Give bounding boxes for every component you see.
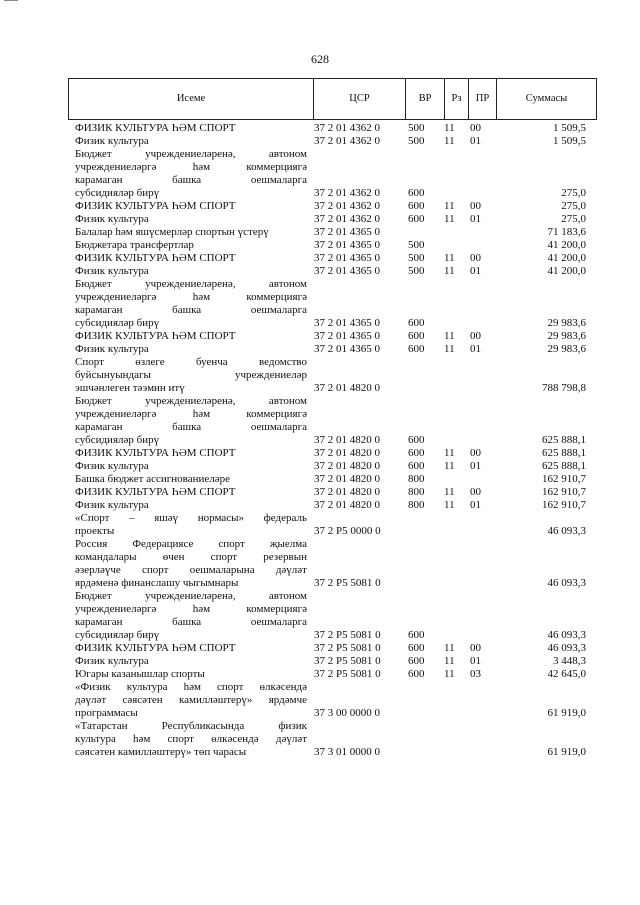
row-name: Балалар һәм яшүсмерләр спортын үстерү bbox=[75, 226, 269, 238]
row-csr: 37 2 01 4820 0 bbox=[314, 460, 380, 472]
table-row bbox=[0, 161, 640, 174]
row-name: Югары казанышлар спорты bbox=[75, 668, 205, 680]
row-csr: 37 2 01 4365 0 bbox=[314, 226, 380, 238]
row-sum: 29 983,6 bbox=[547, 317, 586, 329]
table-row bbox=[0, 512, 640, 525]
table-row bbox=[0, 187, 640, 200]
row-rz: 11 bbox=[444, 122, 455, 134]
page-number: 628 bbox=[311, 52, 329, 66]
row-vr: 600 bbox=[408, 668, 425, 680]
table-row bbox=[0, 304, 640, 317]
row-pr: 01 bbox=[470, 460, 481, 472]
table-row bbox=[0, 473, 640, 486]
row-csr: 37 2 01 4820 0 bbox=[314, 382, 380, 394]
row-sum: 625 888,1 bbox=[542, 447, 586, 459]
row-pr: 00 bbox=[470, 200, 481, 212]
row-sum: 275,0 bbox=[561, 187, 586, 199]
table-row bbox=[0, 551, 640, 564]
row-csr: 37 2 01 4365 0 bbox=[314, 265, 380, 277]
row-name: әзерләүче спорт оешмаларына дәүләт bbox=[75, 564, 307, 576]
row-sum: 61 919,0 bbox=[547, 746, 586, 758]
row-vr: 500 bbox=[408, 265, 425, 277]
row-sum: 71 183,6 bbox=[547, 226, 586, 238]
row-rz: 11 bbox=[444, 200, 455, 212]
table-row bbox=[0, 629, 640, 642]
row-sum: 46 093,3 bbox=[547, 642, 586, 654]
table-row bbox=[0, 564, 640, 577]
row-sum: 788 798,8 bbox=[542, 382, 586, 394]
row-csr: 37 2 01 4820 0 bbox=[314, 499, 380, 511]
table-row bbox=[0, 447, 640, 460]
row-name: Физик культура bbox=[75, 655, 149, 667]
row-sum: 275,0 bbox=[561, 200, 586, 212]
row-csr: 37 2 01 4365 0 bbox=[314, 239, 380, 251]
row-vr: 800 bbox=[408, 486, 425, 498]
row-name: ФИЗИК КУЛЬТУРА ҺӘМ СПОРТ bbox=[75, 447, 236, 459]
row-name: ФИЗИК КУЛЬТУРА ҺӘМ СПОРТ bbox=[75, 200, 236, 212]
row-name: культура һәм спорт өлкәсендә дәүләт bbox=[75, 733, 307, 745]
row-vr: 600 bbox=[408, 213, 425, 225]
table-row bbox=[0, 655, 640, 668]
row-name: ФИЗИК КУЛЬТУРА ҺӘМ СПОРТ bbox=[75, 642, 236, 654]
row-name: субсидияләр бирү bbox=[75, 434, 160, 446]
table-row bbox=[0, 746, 640, 759]
row-pr: 01 bbox=[470, 135, 481, 147]
row-name: Физик культура bbox=[75, 135, 149, 147]
row-name: ФИЗИК КУЛЬТУРА ҺӘМ СПОРТ bbox=[75, 330, 236, 342]
row-csr: 37 2 01 4820 0 bbox=[314, 447, 380, 459]
row-name: Физик культура bbox=[75, 265, 149, 277]
row-sum: 625 888,1 bbox=[542, 460, 586, 472]
row-name: «Спорт – яшәү нормасы» федераль bbox=[75, 512, 307, 524]
row-name: Башка бюджет ассигнованиеләре bbox=[75, 473, 230, 485]
table-row bbox=[0, 590, 640, 603]
row-name: субсидияләр бирү bbox=[75, 317, 160, 329]
row-rz: 11 bbox=[444, 135, 455, 147]
row-sum: 162 910,7 bbox=[542, 473, 586, 485]
row-vr: 600 bbox=[408, 317, 425, 329]
table-row bbox=[0, 213, 640, 226]
row-rz: 11 bbox=[444, 499, 455, 511]
row-rz: 11 bbox=[444, 655, 455, 667]
table-row bbox=[0, 226, 640, 239]
row-pr: 00 bbox=[470, 330, 481, 342]
row-name: карамаган башка оешмаларга bbox=[75, 174, 307, 186]
row-sum: 42 645,0 bbox=[547, 668, 586, 680]
row-vr: 600 bbox=[408, 187, 425, 199]
row-csr: 37 2 01 4362 0 bbox=[314, 213, 380, 225]
table-row bbox=[0, 239, 640, 252]
row-sum: 29 983,6 bbox=[547, 330, 586, 342]
row-pr: 03 bbox=[470, 668, 481, 680]
row-csr: 37 2 01 4365 0 bbox=[314, 330, 380, 342]
row-csr: 37 2 01 4820 0 bbox=[314, 473, 380, 485]
header-pr: ПР bbox=[468, 79, 496, 119]
row-sum: 41 200,0 bbox=[547, 239, 586, 251]
row-pr: 01 bbox=[470, 265, 481, 277]
table-body bbox=[0, 122, 640, 759]
table-row bbox=[0, 174, 640, 187]
row-vr: 500 bbox=[408, 135, 425, 147]
row-csr: 37 2 P5 5081 0 bbox=[314, 642, 381, 654]
row-name: ФИЗИК КУЛЬТУРА ҺӘМ СПОРТ bbox=[75, 252, 236, 264]
row-vr: 600 bbox=[408, 434, 425, 446]
row-name: Россия Федерациясе спорт җыелма bbox=[75, 538, 307, 550]
table-row bbox=[0, 616, 640, 629]
row-vr: 500 bbox=[408, 122, 425, 134]
table-row bbox=[0, 356, 640, 369]
row-sum: 3 448,3 bbox=[553, 655, 586, 667]
row-csr: 37 2 01 4362 0 bbox=[314, 122, 380, 134]
row-vr: 500 bbox=[408, 239, 425, 251]
row-name: ФИЗИК КУЛЬТУРА ҺӘМ СПОРТ bbox=[75, 122, 236, 134]
row-pr: 01 bbox=[470, 655, 481, 667]
table-row bbox=[0, 265, 640, 278]
table-header bbox=[68, 78, 597, 120]
row-name: сәясәтен камилләштерү» төп чарасы bbox=[75, 746, 247, 758]
row-name: Бюджет учреждениеләренә, автоном bbox=[75, 278, 307, 290]
row-sum: 29 983,6 bbox=[547, 343, 586, 355]
row-rz: 11 bbox=[444, 460, 455, 472]
row-csr: 37 2 01 4365 0 bbox=[314, 252, 380, 264]
row-rz: 11 bbox=[444, 447, 455, 459]
row-name: проекты bbox=[75, 525, 115, 537]
row-sum: 46 093,3 bbox=[547, 577, 586, 589]
row-vr: 600 bbox=[408, 642, 425, 654]
row-sum: 41 200,0 bbox=[547, 265, 586, 277]
row-vr: 500 bbox=[408, 252, 425, 264]
table-row bbox=[0, 122, 640, 135]
table-row bbox=[0, 200, 640, 213]
row-vr: 600 bbox=[408, 447, 425, 459]
row-name: программасы bbox=[75, 707, 138, 719]
table-row bbox=[0, 369, 640, 382]
row-sum: 46 093,3 bbox=[547, 629, 586, 641]
row-name: Бюджет учреждениеләренә, автоном bbox=[75, 148, 307, 160]
table-row bbox=[0, 135, 640, 148]
table-row bbox=[0, 460, 640, 473]
scan-edge-mark bbox=[4, 0, 18, 4]
row-sum: 625 888,1 bbox=[542, 434, 586, 446]
row-vr: 600 bbox=[408, 629, 425, 641]
table-row bbox=[0, 278, 640, 291]
row-csr: 37 2 P5 5081 0 bbox=[314, 655, 381, 667]
row-name: субсидияләр бирү bbox=[75, 187, 160, 199]
table-row bbox=[0, 603, 640, 616]
row-pr: 00 bbox=[470, 486, 481, 498]
row-name: Спорт өзлеге буенча ведомство bbox=[75, 356, 307, 368]
row-vr: 800 bbox=[408, 499, 425, 511]
header-vr: ВР bbox=[405, 79, 444, 119]
row-vr: 600 bbox=[408, 460, 425, 472]
row-sum: 41 200,0 bbox=[547, 252, 586, 264]
table-row bbox=[0, 434, 640, 447]
row-rz: 11 bbox=[444, 642, 455, 654]
row-pr: 00 bbox=[470, 447, 481, 459]
row-name: дәүләт сәясәтен камилләштерү» ярдәмче bbox=[75, 694, 307, 706]
table-row bbox=[0, 733, 640, 746]
table-row bbox=[0, 330, 640, 343]
row-csr: 37 2 01 4365 0 bbox=[314, 317, 380, 329]
row-pr: 00 bbox=[470, 642, 481, 654]
row-pr: 01 bbox=[470, 213, 481, 225]
table-row bbox=[0, 382, 640, 395]
row-name: «Физик культура һәм спорт өлкәсендә bbox=[75, 681, 307, 693]
row-name: карамаган башка оешмаларга bbox=[75, 304, 307, 316]
row-pr: 00 bbox=[470, 252, 481, 264]
header-csr: ЦСР bbox=[313, 79, 405, 119]
table-row bbox=[0, 421, 640, 434]
row-csr: 37 2 01 4820 0 bbox=[314, 486, 380, 498]
table-row bbox=[0, 538, 640, 551]
row-vr: 800 bbox=[408, 473, 425, 485]
row-sum: 162 910,7 bbox=[542, 499, 586, 511]
row-name: карамаган башка оешмаларга bbox=[75, 421, 307, 433]
row-pr: 00 bbox=[470, 122, 481, 134]
row-sum: 275,0 bbox=[561, 213, 586, 225]
row-sum: 1 509,5 bbox=[553, 135, 586, 147]
table-row bbox=[0, 291, 640, 304]
row-csr: 37 2 01 4362 0 bbox=[314, 187, 380, 199]
table-row bbox=[0, 694, 640, 707]
table-row bbox=[0, 395, 640, 408]
row-pr: 01 bbox=[470, 499, 481, 511]
row-name: командалары өчен спорт резервын bbox=[75, 551, 307, 563]
row-pr: 01 bbox=[470, 343, 481, 355]
row-csr: 37 2 P5 5081 0 bbox=[314, 668, 381, 680]
row-name: субсидияләр бирү bbox=[75, 629, 160, 641]
table-row bbox=[0, 720, 640, 733]
row-name: буйсынуындагы учреждениеләр bbox=[75, 369, 307, 381]
row-csr: 37 2 01 4365 0 bbox=[314, 343, 380, 355]
row-vr: 600 bbox=[408, 200, 425, 212]
row-csr: 37 2 P5 0000 0 bbox=[314, 525, 381, 537]
row-rz: 11 bbox=[444, 486, 455, 498]
row-rz: 11 bbox=[444, 213, 455, 225]
row-name: «Татарстан Республикасында физик bbox=[75, 720, 307, 732]
table-row bbox=[0, 486, 640, 499]
row-name: эшчәнлеген тәэмин итү bbox=[75, 382, 185, 394]
table-row bbox=[0, 408, 640, 421]
row-csr: 37 2 01 4362 0 bbox=[314, 200, 380, 212]
row-name: учреждениеләргә һәм коммерциягә bbox=[75, 161, 307, 173]
table-row bbox=[0, 317, 640, 330]
table-row bbox=[0, 668, 640, 681]
row-csr: 37 3 00 0000 0 bbox=[314, 707, 380, 719]
table-row bbox=[0, 577, 640, 590]
row-rz: 11 bbox=[444, 343, 455, 355]
row-csr: 37 2 01 4362 0 bbox=[314, 135, 380, 147]
row-csr: 37 2 P5 5081 0 bbox=[314, 577, 381, 589]
row-name: Бюджетара трансфертлар bbox=[75, 239, 194, 251]
row-csr: 37 2 01 4820 0 bbox=[314, 434, 380, 446]
row-sum: 1 509,5 bbox=[553, 122, 586, 134]
table-row bbox=[0, 252, 640, 265]
row-vr: 600 bbox=[408, 330, 425, 342]
table-row bbox=[0, 343, 640, 356]
row-rz: 11 bbox=[444, 330, 455, 342]
row-rz: 11 bbox=[444, 252, 455, 264]
row-rz: 11 bbox=[444, 265, 455, 277]
row-csr: 37 2 P5 5081 0 bbox=[314, 629, 381, 641]
row-sum: 162 910,7 bbox=[542, 486, 586, 498]
row-name: карамаган башка оешмаларга bbox=[75, 616, 307, 628]
row-sum: 61 919,0 bbox=[547, 707, 586, 719]
header-name: Исеме bbox=[176, 93, 206, 104]
row-name: Физик культура bbox=[75, 460, 149, 472]
row-name: учреждениеләргә һәм коммерциягә bbox=[75, 408, 307, 420]
table-row bbox=[0, 681, 640, 694]
table-row bbox=[0, 148, 640, 161]
row-vr: 600 bbox=[408, 343, 425, 355]
row-name: Физик культура bbox=[75, 499, 149, 511]
row-vr: 600 bbox=[408, 655, 425, 667]
table-row bbox=[0, 525, 640, 538]
table-row bbox=[0, 642, 640, 655]
header-rz: Рз bbox=[444, 79, 468, 119]
row-name: ярдәменә финанслашу чыгымнары bbox=[75, 577, 239, 589]
row-rz: 11 bbox=[444, 668, 455, 680]
row-csr: 37 3 01 0000 0 bbox=[314, 746, 380, 758]
table-row bbox=[0, 707, 640, 720]
row-name: Бюджет учреждениеләренә, автоном bbox=[75, 590, 307, 602]
row-name: учреждениеләргә һәм коммерциягә bbox=[75, 291, 307, 303]
row-name: Бюджет учреждениеләренә, автоном bbox=[75, 395, 307, 407]
row-name: Физик культура bbox=[75, 213, 149, 225]
row-sum: 46 093,3 bbox=[547, 525, 586, 537]
row-name: Физик культура bbox=[75, 343, 149, 355]
table-row bbox=[0, 499, 640, 512]
row-name: учреждениеләргә һәм коммерциягә bbox=[75, 603, 307, 615]
header-sum: Суммасы bbox=[496, 79, 596, 119]
row-name: ФИЗИК КУЛЬТУРА ҺӘМ СПОРТ bbox=[75, 486, 236, 498]
